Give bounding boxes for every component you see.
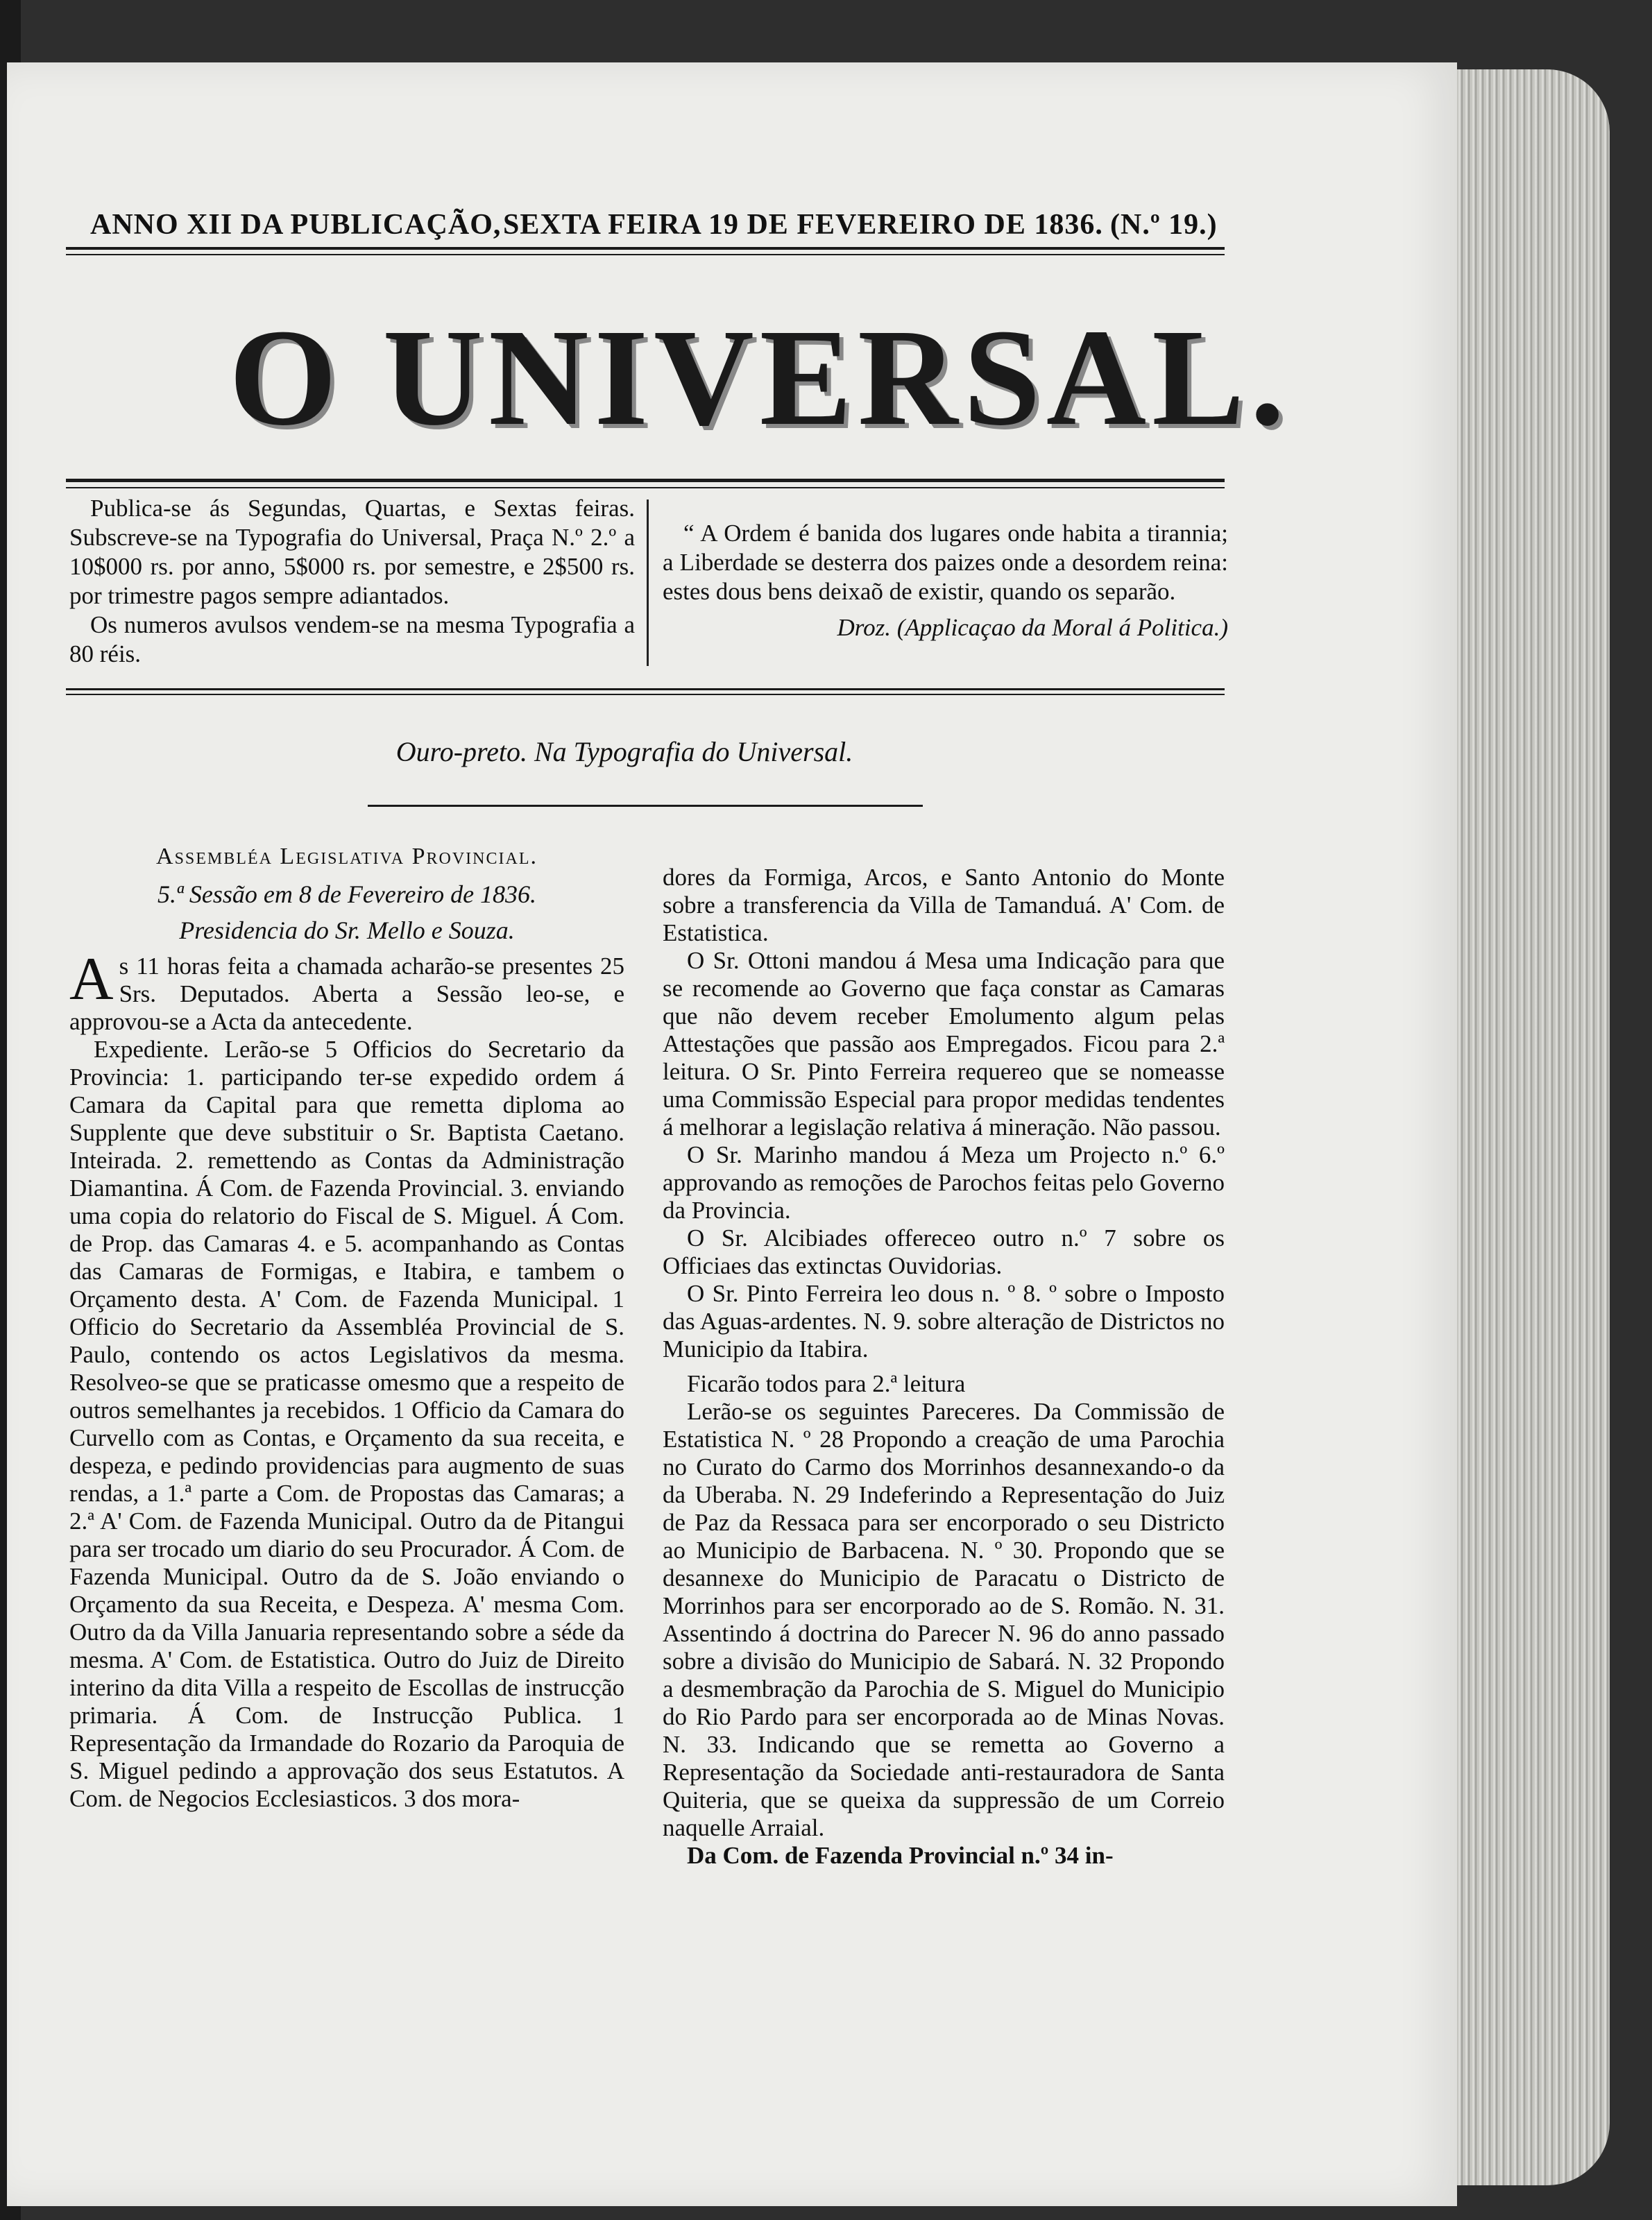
- presidency-line: Presidencia do Sr. Mello e Souza.: [179, 916, 515, 944]
- footer-line: Da Com. de Fazenda Provincial n.º 34 in-: [687, 1842, 1114, 1869]
- drop-cap: A: [69, 946, 114, 1013]
- article-right-column: [663, 864, 1225, 1870]
- opening-text: s 11 horas feita a chamada acharão-se presentes 25 Srs. Deputados. Aberta a Sessão leo-se, e approvou-se a Acta da antecedente.: [69, 953, 624, 1035]
- epigraph: [663, 519, 1228, 642]
- book-page-edges: [1443, 69, 1610, 2185]
- right-paragraph-6: Ficarão todos para 2.ª leitura: [687, 1370, 966, 1397]
- box-bottom-rule-thin: [66, 694, 1225, 695]
- epigraph-attribution: Droz. (Applicaçao da Moral á Politica.): [837, 614, 1228, 641]
- epigraph-text: “ A Ordem é banida dos lugares onde habita a tirannia; a Liberdade se desterra dos paizes onde a desordem reina: estes dous bens deixaõ de existir, quando os separão.: [663, 520, 1228, 605]
- imprint: Ouro-preto. Na Typografia do Universal.: [395, 736, 853, 767]
- subscription-info: [69, 494, 635, 669]
- imprint-ornament-rule: [368, 805, 923, 807]
- masthead-rule-thin: [66, 487, 1225, 488]
- opening-paragraph: [69, 946, 624, 1036]
- year-label: ANNO XII DA PUBLICAÇÃO,: [90, 209, 502, 241]
- header-rule: [66, 247, 1225, 250]
- expediente-paragraph: Expediente. Lerão-se 5 Officios do Secretario da Provincia: 1. participando ter-se expedido ordem á Camara da Capital para que remetta diploma ao Supplente que deve substituir o Sr. Baptista Caetano. Inteirada. 2. remettendo as Contas da Administração Diamantina. Á Com. de Fazenda Provincial. 3. enviando uma copia do relatorio do Fiscal de S. Miguel. Á Com. de Prop. das Camaras 4. e 5. acompanhando as Contas das Camaras de Formigas, e Itabira, e tambem o Orçamento desta. A' Com. de Fazenda Municipal. 1 Officio do Secretario da Assembléa Provincial de S. Paulo, contendo os actos Legislativos da mesma. Resolveo-se que se praticasse omesmo que a respeito de outros semelhantes ja recebidos. 1 Officio da Camara do Curvello com as Contas, e Orçamento da sua receita, e despeza, e pedindo providencias para augmento de suas rendas, a 1.ª parte a Com. de Propostas das Camaras; a 2.ª A' Com. de Fazenda Municipal. Outro da de Pitangui para ser trocado um diario do seu Procurador. Á Com. de Fazenda Municipal. Outro da de S. João enviando o Orçamento da sua Receita, e Despeza. A' mesma Com. Outro da da Villa Januaria representando sobre a séde da mesma. A' Com. de Estatistica. Outro do Juiz de Direito interino da dita Villa a respeito de Escollas de instrucção primaria. Á Com. de Instrucção Publica. 1 Representação da Irmandade do Rozario da Paroquia de S. Miguel pedindo a approvação dos seus Estatutos. A Com. de Negocios Ecclesiasticos. 3 dos mora-: [69, 1036, 624, 1812]
- right-paragraph-1: dores da Formiga, Arcos, e Santo Antonio do Monte sobre a transferencia da Villa de Tamanduá. A' Com. de Estatistica.: [663, 864, 1225, 946]
- issue-number: (N.º 19.): [1110, 209, 1218, 241]
- right-paragraph-7: Lerão-se os seguintes Pareceres. Da Commissão de Estatistica N. º 28 Propondo a creação de uma Parochia no Curato do Carmo dos Morrinhos desannexando-o da da Uberaba. N. 29 Indeferindo a Representação do Juiz de Paz da Ressaca para ser encorporado o seu Districto ao Municipio de Barbacena. N. º 30. Propondo que se desannexe do Municipio de Paracatu o Districto de Morrinhos para ser encorporado ao de S. Romão. N. 31. Assentindo á doctrina do Parecer N. 96 do anno passado sobre a divisão do Municipio de Sabará. N. 32 Propondo a desmembração da Parochia de S. Miguel do Municipio do Rio Pardo para ser encorporada ao de Minas Novas. N. 33. Indicando que se remetta ao Governo a Representação da Sociedade anti-restauradora de Santa Quiteria, que se queixa da suppressão de um Correio naquelle Arraial.: [663, 1398, 1225, 1841]
- single-issue-text: Os numeros avulsos vendem-se na mesma Typografia a 80 réis.: [69, 611, 635, 667]
- article-left-column: [69, 843, 624, 1813]
- right-paragraph-4: O Sr. Alcibiades offereceo outro n.º 7 sobre os Officiaes das extinctas Ouvidorias.: [663, 1224, 1225, 1279]
- date-label: SEXTA FEIRA 19 DE FEVEREIRO DE 1836.: [503, 209, 1103, 241]
- session-title: 5.ª Sessão em 8 de Fevereiro de 1836.: [157, 880, 537, 908]
- header-rule-thin: [66, 254, 1225, 255]
- right-paragraph-5: O Sr. Pinto Ferreira leo dous n. º 8. º sobre o Imposto das Aguas-ardentes. N. 9. sobre alteração de Districtos no Municipio da Itabira.: [663, 1280, 1225, 1363]
- box-divider: [647, 500, 649, 666]
- section-title: Assembléa Legislativa Provincial.: [156, 844, 538, 869]
- subscription-text: Publica-se ás Segundas, Quartas, e Sextas feiras. Subscreve-se na Typografia do Universal, Praça N.º 2.º a 10$000 rs. por anno, 5$000 rs. por semestre, e 2$500 rs. por trimestre pagos sempre adiantados.: [69, 495, 635, 609]
- masthead-rule: [66, 479, 1225, 482]
- right-paragraph-3: O Sr. Marinho mandou á Meza um Projecto n.º 6.º approvando as remoções de Parochos feitas pelo Governo da Provincia.: [663, 1141, 1225, 1224]
- right-paragraph-2: O Sr. Ottoni mandou á Mesa uma Indicação para que se recomende ao Governo que faça constar as Camaras que não devem receber Emolumento algum pelas Attestações que passão aos Empregados. Ficou para 2.ª leitura. O Sr. Pinto Ferreira requereo que se nomeasse uma Commissão Especial para propor medidas tendentes á melhorar a legislação relativa á mineração. Não passou.: [663, 947, 1225, 1141]
- masthead-title: O UNIVERSAL.: [229, 301, 1291, 454]
- box-bottom-rule: [66, 688, 1225, 690]
